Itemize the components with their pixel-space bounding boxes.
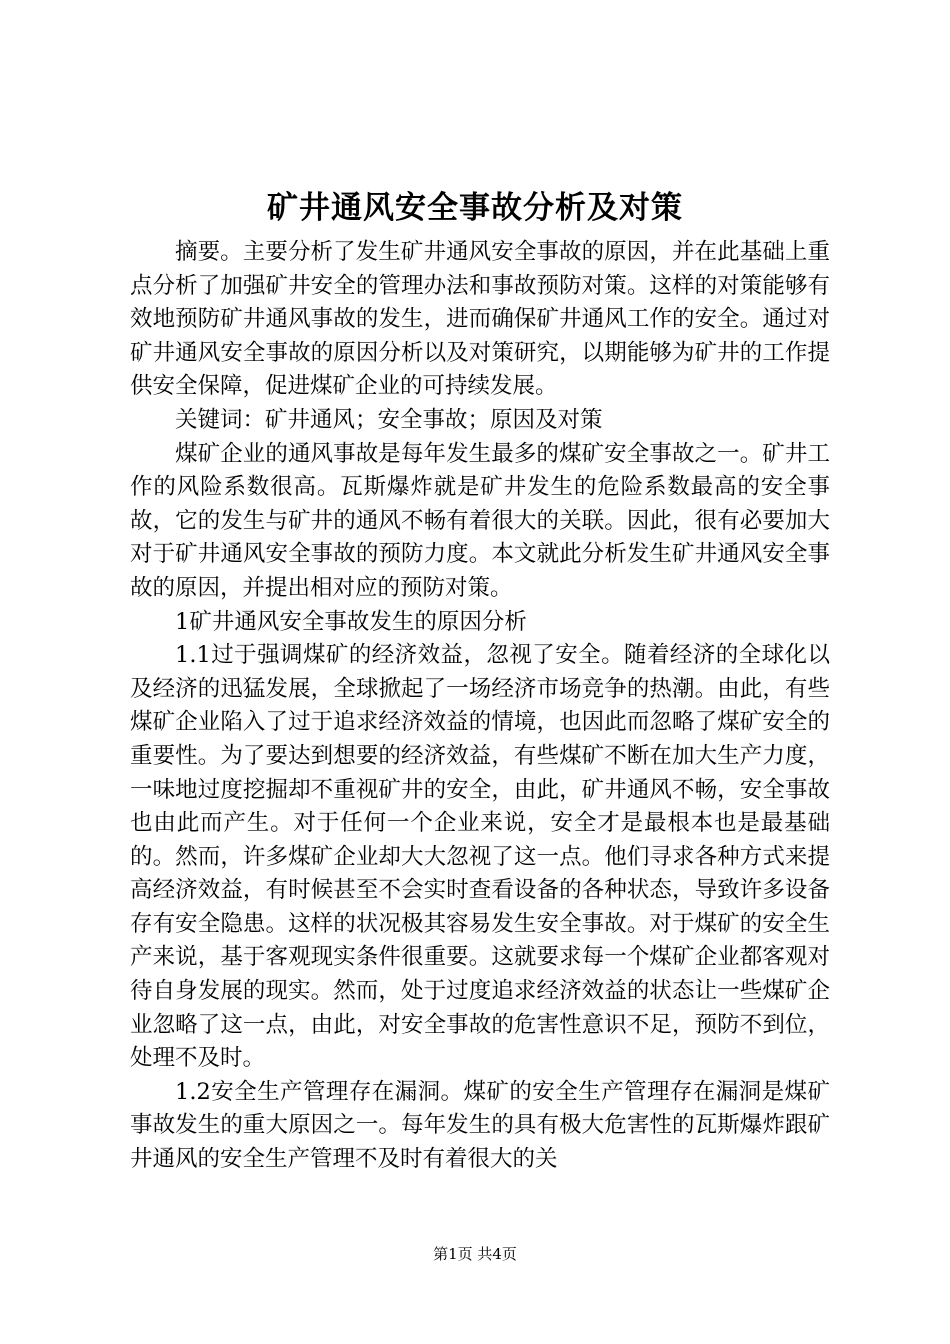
section-heading-1: 1矿井通风安全事故发生的原因分析	[175, 608, 527, 635]
subsection-1-1-paragraph: 1.1过于强调煤矿的经济效益，忽视了安全。随着经济的全球化以及经济的迅猛发展，全球掀起了一场经济市场竞争的热潮。由此，有些煤矿企业陷入了过于追求经济效益的情境，也因此而忽略了煤矿安全的重要性。为了要达到想要的经济效益，有些煤矿不断在加大生产力度，一味地过度挖掘却不重视矿井的安全，由此，矿井通风不畅，安全事故也由此而产生。对于任何一个企业来说，安全才是最根本也是最基础的。然而，许多煤矿企业却大大忽视了这一点。他们寻求各种方式来提高经济效益，有时候甚至不会实时查看设备的各种状态，导致许多设备存有安全隐患。这样的状况极其容易发生安全事故。对于煤矿的安全生产来说，基于客观现实条件很重要。这就要求每一个煤矿企业都客观对待自身发展的现实。然而，处于过度追求经济效益的状态让一些煤矿企业忽略了这一点，由此，对安全事故的危害性意识不足，预防不到位，处理不及时。	[130, 642, 830, 1072]
document-body	[130, 236, 830, 1177]
intro-paragraph: 煤矿企业的通风事故是每年发生最多的煤矿安全事故之一。矿井工作的风险系数很高。瓦斯爆炸就是矿井发生的危险系数最高的安全事故，它的发生与矿井的通风不畅有着很大的关联。因此，很有必要加大对于矿井通风安全事故的预防力度。本文就此分析发生矿井通风安全事故的原因，并提出相对应的预防对策。	[130, 440, 830, 601]
keywords-paragraph: 关键词：矿井通风；安全事故；原因及对策	[175, 406, 603, 433]
page-footer: 第1页 共4页	[433, 1245, 517, 1263]
subsection-1-2-paragraph: 1.2安全生产管理存在漏洞。煤矿的安全生产管理存在漏洞是煤矿事故发生的重大原因之一。每年发生的具有极大危害性的瓦斯爆炸跟矿井通风的安全生产管理不及时有着很大的关	[130, 1078, 830, 1173]
abstract-paragraph: 摘要。主要分析了发生矿井通风安全事故的原因，并在此基础上重点分析了加强矿井安全的管理办法和事故预防对策。这样的对策能够有效地预防矿井通风事故的发生，进而确保矿井通风工作的安全。通过对矿井通风安全事故的原因分析以及对策研究，以期能够为矿井的工作提供安全保障，促进煤矿企业的可持续发展。	[130, 239, 830, 400]
document-title: 矿井通风安全事故分析及对策	[267, 190, 683, 226]
